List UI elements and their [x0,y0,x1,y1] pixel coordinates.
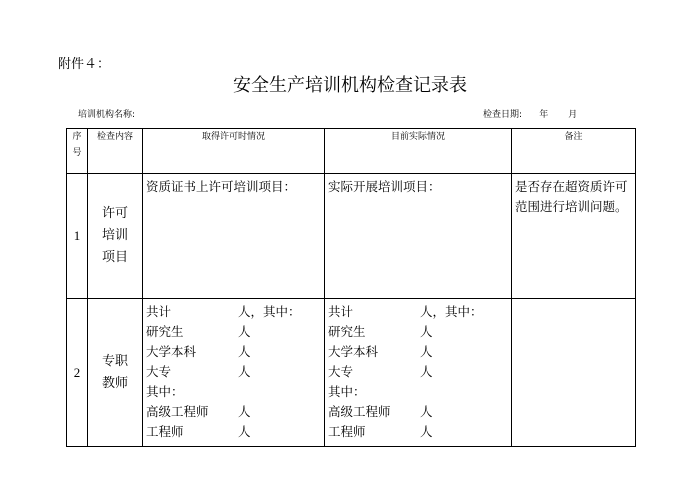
permit-line [146,422,322,442]
row-permit [143,299,325,447]
line-unit: 人 [420,404,433,419]
header-current: 目前实际情况 [325,129,512,174]
current-line [328,302,509,322]
line-key: 高级工程师 [146,404,209,419]
row-item-line: 许可 [101,206,128,221]
row-item-line: 项目 [101,250,128,265]
current-line [328,422,509,442]
line-unit: 人 [238,344,251,359]
table-row [67,299,636,447]
permit-line [146,382,322,402]
row-remarks [512,299,636,447]
header-row [67,129,636,174]
line-unit: 人，其中： [420,304,483,319]
row-item-line: 专职 [101,353,128,369]
line-key: 其中： [328,384,366,399]
check-date [483,107,577,120]
line-unit: 人 [420,364,433,379]
check-date-label: 检查日期: [483,110,523,120]
line-key: 共计 [146,304,172,319]
header-remarks: 备注 [512,129,636,174]
current-line [328,402,509,422]
row-item-line: 培训 [101,228,128,243]
header-seq-line2: 号 [72,148,82,158]
row-seq: 1 [67,174,88,299]
line-unit: 人 [238,364,251,379]
inspection-table [66,128,636,447]
line-key: 共计 [328,304,354,319]
line-unit: 人，其中： [238,304,301,319]
permit-line [146,362,322,382]
line-unit: 人 [420,424,433,439]
month-label: 月 [568,110,578,120]
row-permit: 资质证书上许可培训项目： [143,174,325,299]
table-row [67,174,636,299]
line-unit: 人 [420,344,433,359]
row-seq: 2 [67,299,88,447]
row-current: 实际开展培训项目： [325,174,512,299]
line-unit: 人 [238,424,251,439]
line-key: 大专 [328,364,354,379]
attachment-label: 附件４： [58,57,111,72]
line-key: 大学本科 [146,344,197,359]
current-line [328,382,509,402]
line-key: 研究生 [146,324,184,339]
line-key: 大专 [146,364,172,379]
line-unit: 人 [420,324,433,339]
row-remarks: 是否存在超资质许可范围进行培训问题。 [512,174,636,299]
line-key: 大学本科 [328,344,379,359]
permit-line [146,322,322,342]
header-content: 检查内容 [88,129,143,174]
row-item [88,174,143,299]
permit-line [146,342,322,362]
current-line [328,322,509,342]
line-key: 工程师 [146,424,184,439]
org-name-label: 培训机构名称: [78,110,136,120]
line-key: 工程师 [328,424,366,439]
permit-line [146,402,322,422]
row-item-line: 教师 [101,375,128,391]
line-unit: 人 [238,404,251,419]
line-key: 研究生 [328,324,366,339]
row-item [88,299,143,447]
current-line [328,362,509,382]
document-title: 安全生产培训机构检查记录表 [233,75,467,96]
line-key: 高级工程师 [328,404,391,419]
line-key: 其中： [146,384,184,399]
header-seq-line1: 序 [72,132,82,142]
header-permit: 取得许可时情况 [143,129,325,174]
line-unit: 人 [238,324,251,339]
header-seq [67,129,88,174]
current-line [328,342,509,362]
permit-line [146,302,322,322]
row-current [325,299,512,447]
year-label: 年 [539,110,549,120]
